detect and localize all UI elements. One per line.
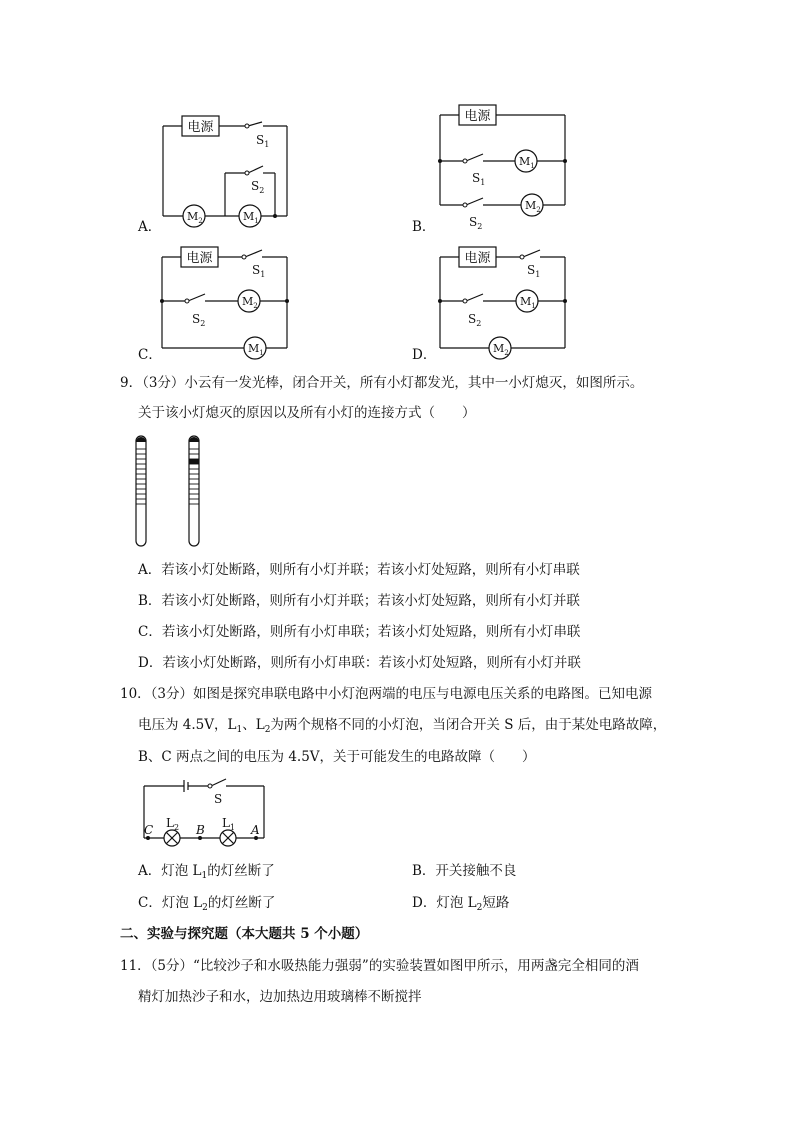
power-label: 电源 [464, 109, 491, 124]
option-c-label: C． [138, 347, 162, 363]
q9-option-d[interactable]: D．若该小灯处断路，则所有小灯串联：若该小灯处短路，则所有小灯并联 [138, 655, 581, 671]
point-b-label: B [196, 823, 205, 837]
power-label: 电源 [186, 251, 213, 266]
switch-s1-label: $S_1$ [252, 263, 266, 279]
power-label: 电源 [187, 120, 214, 135]
circuit-diagram-b [430, 100, 580, 230]
switch-s2-label: $S_2$ [192, 312, 206, 328]
q10-stem-line1: 10．（3分）如图是探究串联电路中小灯泡两端的电压与电源电压关系的电路图。已知电源 [120, 686, 653, 702]
power-label: 电源 [464, 251, 491, 266]
q10-option-b[interactable]: B．开关接触不良 [412, 863, 517, 879]
q9-option-b[interactable]: B．若该小灯处断路，则所有小灯并联；若该小灯处短路，则所有小灯并联 [138, 593, 580, 609]
bulb-l1-label: $L_1$ [222, 816, 236, 832]
q11-stem-line2: 精灯加热沙子和水，边加热边用玻璃棒不断搅拌 [138, 989, 422, 1005]
motor-m1-label: $M_1$ [248, 342, 264, 357]
switch-s2-label: $S_2$ [469, 215, 483, 230]
circuit-diagram-d [430, 240, 580, 360]
option-a-label: A． [138, 219, 162, 235]
switch-s2-label: $S_2$ [251, 179, 265, 195]
glow-stick-lit [136, 436, 146, 546]
switch-s1-label: $S_1$ [472, 171, 486, 187]
q10-option-c[interactable]: C．灯泡 $L_2$的灯丝断了 [138, 895, 276, 913]
circuit-diagram-a [150, 108, 300, 228]
switch-s1-label: $S_1$ [256, 133, 270, 149]
circuit-diagram-c [152, 240, 302, 360]
glow-stick-figure [130, 433, 210, 549]
motor-m2-label: $M_2$ [242, 295, 258, 310]
motor-m1-label: $M_1$ [519, 155, 535, 170]
bulb-l2-label: $L_2$ [166, 816, 180, 832]
q9-option-a[interactable]: A．若该小灯处断路，则所有小灯并联；若该小灯处短路，则所有小灯串联 [138, 562, 580, 578]
motor-m1-label: $M_1$ [243, 210, 259, 225]
point-a-label: A [251, 823, 260, 837]
q10-option-a[interactable]: A．灯泡 $L_1$的灯丝断了 [138, 863, 275, 881]
option-b-label: B． [412, 219, 436, 235]
q11-stem-line1: 11．（5分）“比较沙子和水吸热能力强弱”的实验装置如图甲所示，用两盏完全相同的酒 [120, 958, 639, 974]
q9-option-c[interactable]: C．若该小灯处断路，则所有小灯串联；若该小灯处短路，则所有小灯串联 [138, 624, 581, 640]
switch-s1-label: $S_1$ [527, 263, 541, 279]
motor-m2-label: $M_2$ [187, 210, 203, 225]
q10-option-d[interactable]: D．灯泡 $L_2$短路 [412, 895, 510, 913]
motor-m2-label: $M_2$ [525, 199, 541, 214]
section-heading: 二、实验与探究题（本大题共 5 个小题） [120, 926, 369, 942]
q10-stem-line2: 电压为 4.5V，$L_1$、$L_2$为两个规格不同的小灯泡，当闭合开关 S 后，由于某处电路故障， [138, 717, 667, 735]
switch-s-label: S [214, 792, 223, 806]
q9-stem-line1: 9．（3分）小云有一发光棒，闭合开关，所有小灯都发光，其中一小灯熄灭，如图所示。 [120, 375, 644, 391]
bulb-l1 [220, 830, 236, 846]
option-d-label: D． [412, 347, 437, 363]
q10-stem-line3: B、C 两点之间的电压为 4.5V，关于可能发生的电路故障（ ） [138, 749, 536, 765]
switch-s2-label: $S_2$ [468, 312, 482, 328]
motor-m1-label: $M_1$ [520, 295, 536, 310]
glow-stick-one-off [189, 436, 199, 546]
point-c-label: C [144, 823, 154, 837]
series-circuit-diagram [138, 772, 270, 852]
motor-m2-label: $M_2$ [493, 342, 509, 357]
q9-stem-line2: 关于该小灯熄灭的原因以及所有小灯的连接方式（ ） [138, 405, 476, 421]
bulb-l2 [164, 830, 180, 846]
